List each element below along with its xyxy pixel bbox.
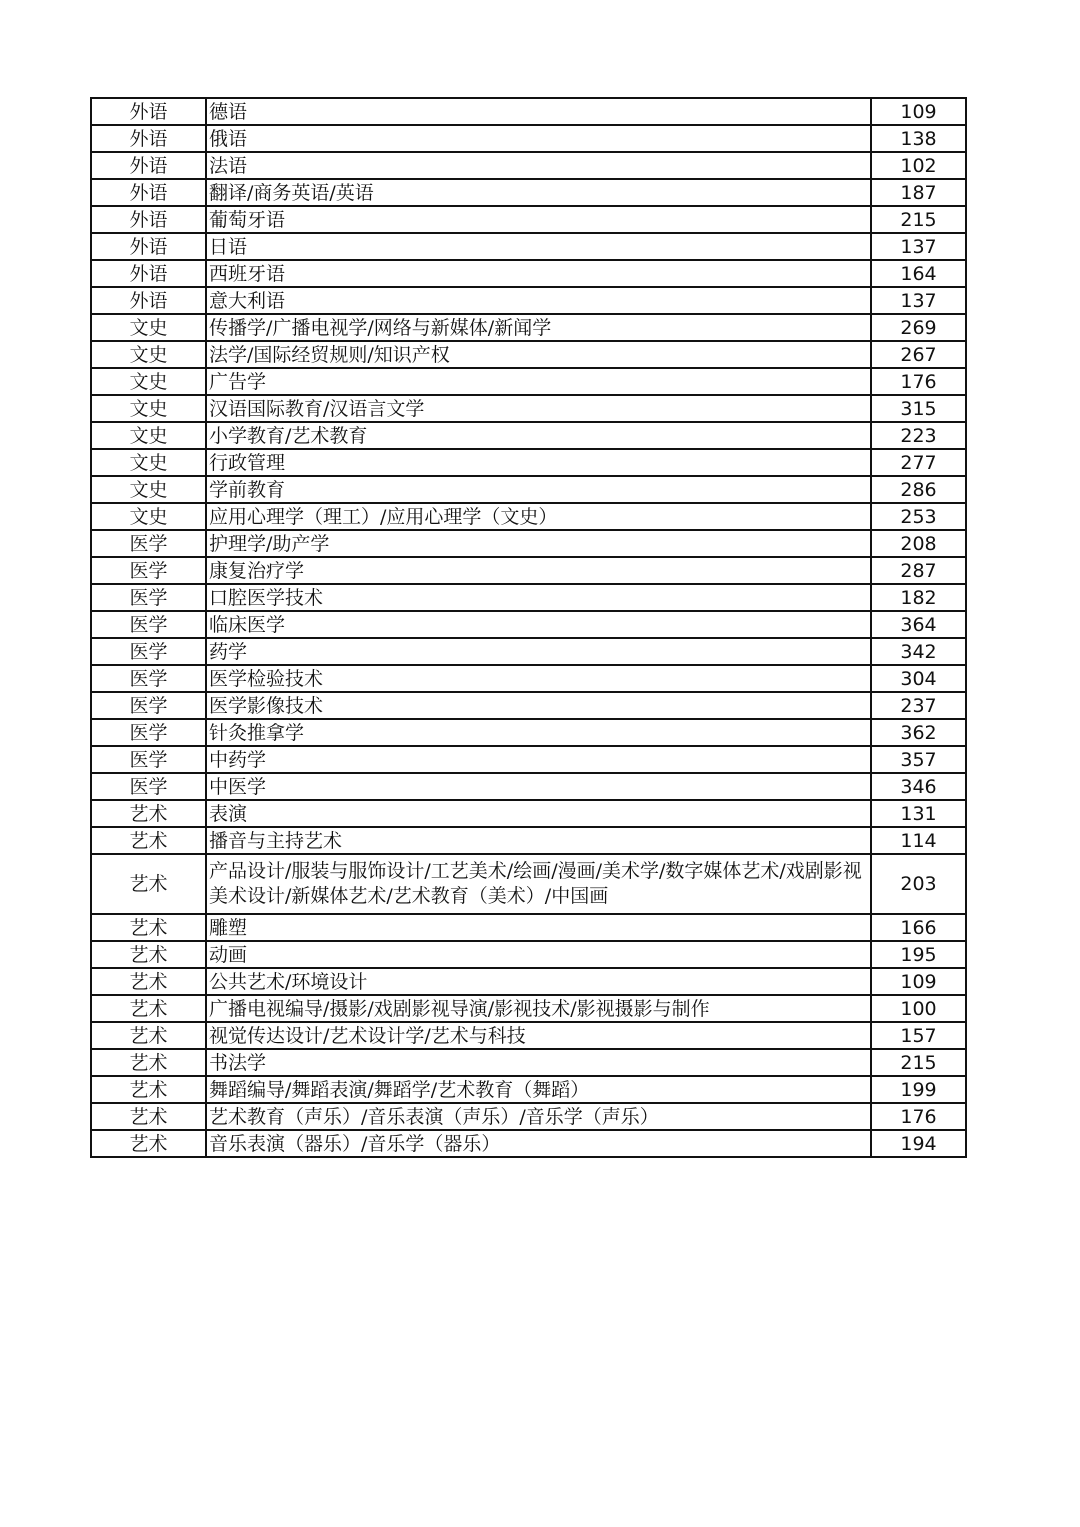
table-row — [91, 557, 966, 584]
major-cell: 小学教育/艺术教育 — [206, 422, 871, 449]
score-cell: 187 — [871, 179, 966, 206]
table-row — [91, 503, 966, 530]
table-row — [91, 854, 966, 914]
category-cell: 外语 — [91, 125, 206, 152]
category-cell: 医学 — [91, 557, 206, 584]
table-row — [91, 800, 966, 827]
category-cell: 医学 — [91, 638, 206, 665]
major-cell: 广告学 — [206, 368, 871, 395]
major-cell: 表演 — [206, 800, 871, 827]
table-row — [91, 125, 966, 152]
score-cell: 131 — [871, 800, 966, 827]
table-body — [91, 98, 966, 1157]
table-row — [91, 287, 966, 314]
table-row — [91, 368, 966, 395]
category-cell: 文史 — [91, 449, 206, 476]
score-cell: 157 — [871, 1022, 966, 1049]
category-cell: 艺术 — [91, 1022, 206, 1049]
table-row — [91, 692, 966, 719]
score-cell: 203 — [871, 854, 966, 914]
category-cell: 艺术 — [91, 800, 206, 827]
major-cell: 产品设计/服装与服饰设计/工艺美术/绘画/漫画/美术学/数字媒体艺术/戏剧影视美术设计/新媒体艺术/艺术教育（美术）/中国画 — [206, 854, 871, 914]
category-cell: 艺术 — [91, 854, 206, 914]
major-cell: 中药学 — [206, 746, 871, 773]
table-row — [91, 719, 966, 746]
category-cell: 艺术 — [91, 968, 206, 995]
category-cell: 外语 — [91, 206, 206, 233]
category-cell: 艺术 — [91, 1130, 206, 1157]
score-cell: 223 — [871, 422, 966, 449]
table-row — [91, 1130, 966, 1157]
score-cell: 199 — [871, 1076, 966, 1103]
score-cell: 253 — [871, 503, 966, 530]
score-cell: 315 — [871, 395, 966, 422]
major-cell: 广播电视编导/摄影/戏剧影视导演/影视技术/影视摄影与制作 — [206, 995, 871, 1022]
major-cell: 传播学/广播电视学/网络与新媒体/新闻学 — [206, 314, 871, 341]
major-cell: 播音与主持艺术 — [206, 827, 871, 854]
major-cell: 药学 — [206, 638, 871, 665]
score-cell: 182 — [871, 584, 966, 611]
table-row — [91, 746, 966, 773]
major-cell: 口腔医学技术 — [206, 584, 871, 611]
major-cell: 舞蹈编导/舞蹈表演/舞蹈学/艺术教育（舞蹈） — [206, 1076, 871, 1103]
score-cell: 269 — [871, 314, 966, 341]
score-cell: 237 — [871, 692, 966, 719]
major-cell: 动画 — [206, 941, 871, 968]
score-cell: 267 — [871, 341, 966, 368]
score-cell: 287 — [871, 557, 966, 584]
major-cell: 书法学 — [206, 1049, 871, 1076]
table-row — [91, 665, 966, 692]
table-row — [91, 449, 966, 476]
category-cell: 文史 — [91, 314, 206, 341]
category-cell: 文史 — [91, 341, 206, 368]
category-cell: 医学 — [91, 584, 206, 611]
major-cell: 雕塑 — [206, 914, 871, 941]
category-cell: 外语 — [91, 233, 206, 260]
table-row — [91, 773, 966, 800]
table-row — [91, 584, 966, 611]
table-row — [91, 152, 966, 179]
major-cell: 行政管理 — [206, 449, 871, 476]
score-cell: 137 — [871, 287, 966, 314]
score-cell: 215 — [871, 206, 966, 233]
score-cell: 215 — [871, 1049, 966, 1076]
major-cell: 临床医学 — [206, 611, 871, 638]
table-row — [91, 1076, 966, 1103]
table-row — [91, 422, 966, 449]
category-cell: 医学 — [91, 611, 206, 638]
major-cell: 音乐表演（器乐）/音乐学（器乐） — [206, 1130, 871, 1157]
category-cell: 外语 — [91, 179, 206, 206]
category-cell: 艺术 — [91, 995, 206, 1022]
score-cell: 346 — [871, 773, 966, 800]
table-row — [91, 941, 966, 968]
table-row — [91, 1049, 966, 1076]
major-cell: 翻译/商务英语/英语 — [206, 179, 871, 206]
score-cell: 277 — [871, 449, 966, 476]
table-row — [91, 611, 966, 638]
category-cell: 外语 — [91, 152, 206, 179]
category-cell: 医学 — [91, 719, 206, 746]
table-row — [91, 638, 966, 665]
table-row — [91, 98, 966, 125]
major-cell: 公共艺术/环境设计 — [206, 968, 871, 995]
category-cell: 医学 — [91, 692, 206, 719]
category-cell: 艺术 — [91, 914, 206, 941]
score-cell: 342 — [871, 638, 966, 665]
table-row — [91, 179, 966, 206]
score-cell: 364 — [871, 611, 966, 638]
major-cell: 艺术教育（声乐）/音乐表演（声乐）/音乐学（声乐） — [206, 1103, 871, 1130]
score-cell: 166 — [871, 914, 966, 941]
major-cell: 法语 — [206, 152, 871, 179]
category-cell: 文史 — [91, 503, 206, 530]
table-row — [91, 914, 966, 941]
table-row — [91, 260, 966, 287]
category-cell: 外语 — [91, 287, 206, 314]
score-cell: 176 — [871, 1103, 966, 1130]
score-cell: 176 — [871, 368, 966, 395]
score-cell: 357 — [871, 746, 966, 773]
major-cell: 中医学 — [206, 773, 871, 800]
category-cell: 艺术 — [91, 1076, 206, 1103]
major-cell: 葡萄牙语 — [206, 206, 871, 233]
score-cell: 362 — [871, 719, 966, 746]
score-cell: 304 — [871, 665, 966, 692]
category-cell: 文史 — [91, 422, 206, 449]
score-cell: 286 — [871, 476, 966, 503]
table-row — [91, 827, 966, 854]
table-row — [91, 968, 966, 995]
category-cell: 医学 — [91, 530, 206, 557]
score-cell: 194 — [871, 1130, 966, 1157]
major-cell: 医学影像技术 — [206, 692, 871, 719]
score-cell: 114 — [871, 827, 966, 854]
category-cell: 艺术 — [91, 1049, 206, 1076]
major-cell: 法学/国际经贸规则/知识产权 — [206, 341, 871, 368]
major-cell: 德语 — [206, 98, 871, 125]
table-row — [91, 341, 966, 368]
major-cell: 西班牙语 — [206, 260, 871, 287]
major-cell: 康复治疗学 — [206, 557, 871, 584]
category-cell: 医学 — [91, 746, 206, 773]
score-cell: 138 — [871, 125, 966, 152]
category-cell: 文史 — [91, 395, 206, 422]
category-cell: 艺术 — [91, 941, 206, 968]
major-cell: 视觉传达设计/艺术设计学/艺术与科技 — [206, 1022, 871, 1049]
major-cell: 针灸推拿学 — [206, 719, 871, 746]
score-cell: 137 — [871, 233, 966, 260]
score-cell: 208 — [871, 530, 966, 557]
major-cell: 汉语国际教育/汉语言文学 — [206, 395, 871, 422]
category-cell: 外语 — [91, 98, 206, 125]
score-cell: 164 — [871, 260, 966, 287]
major-cell: 医学检验技术 — [206, 665, 871, 692]
category-cell: 艺术 — [91, 827, 206, 854]
major-cell: 应用心理学（理工）/应用心理学（文史） — [206, 503, 871, 530]
score-cell: 109 — [871, 98, 966, 125]
score-cell: 195 — [871, 941, 966, 968]
category-cell: 艺术 — [91, 1103, 206, 1130]
score-cell: 109 — [871, 968, 966, 995]
major-cell: 俄语 — [206, 125, 871, 152]
score-cell: 100 — [871, 995, 966, 1022]
table-row — [91, 530, 966, 557]
major-cell: 护理学/助产学 — [206, 530, 871, 557]
table-row — [91, 233, 966, 260]
major-cell: 意大利语 — [206, 287, 871, 314]
table-row — [91, 314, 966, 341]
score-cell: 102 — [871, 152, 966, 179]
category-cell: 文史 — [91, 476, 206, 503]
table-row — [91, 1103, 966, 1130]
table-row — [91, 476, 966, 503]
category-cell: 医学 — [91, 773, 206, 800]
category-cell: 外语 — [91, 260, 206, 287]
table-row — [91, 1022, 966, 1049]
category-cell: 医学 — [91, 665, 206, 692]
major-cell: 日语 — [206, 233, 871, 260]
table-row — [91, 206, 966, 233]
table-row — [91, 995, 966, 1022]
score-table — [90, 97, 967, 1158]
table-row — [91, 395, 966, 422]
category-cell: 文史 — [91, 368, 206, 395]
major-cell: 学前教育 — [206, 476, 871, 503]
